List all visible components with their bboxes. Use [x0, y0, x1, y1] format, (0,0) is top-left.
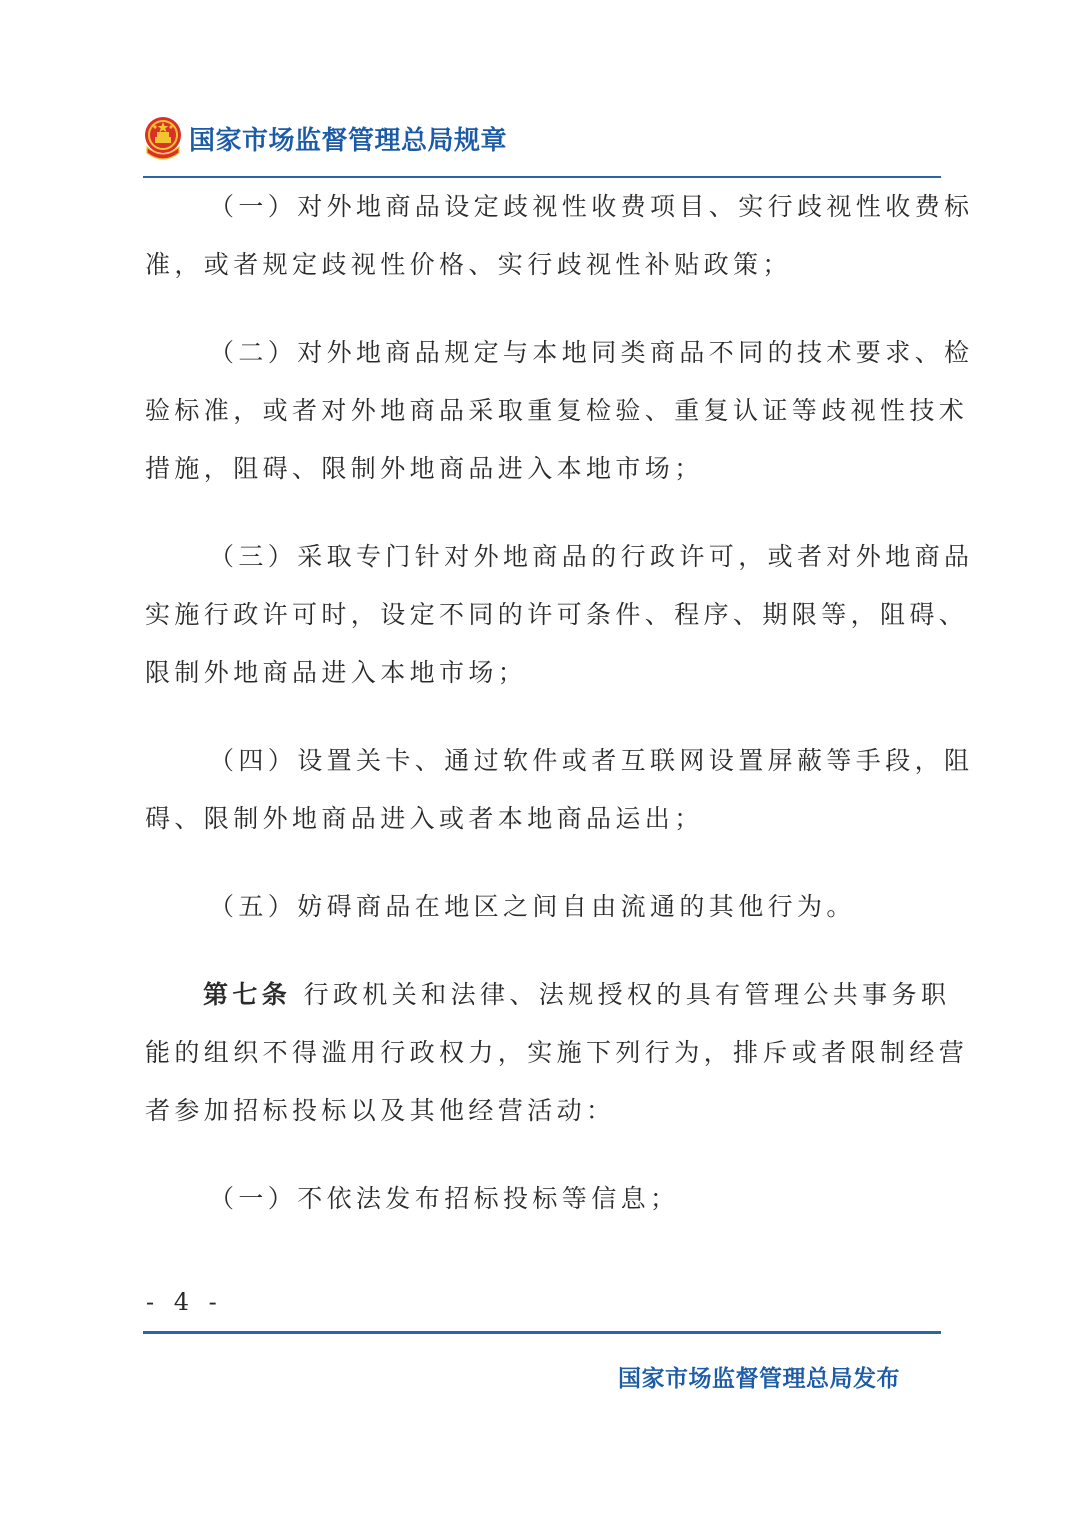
paragraph-line: （四）设置关卡、通过软件或者互联网设置屏蔽等手段，阻 — [209, 746, 974, 775]
paragraph-3 — [145, 528, 974, 702]
paragraph-line: （五）妨碍商品在地区之间自由流通的其他行为。 — [209, 892, 856, 921]
paragraph-line: 措施，阻碍、限制外地商品进入本地市场； — [145, 454, 704, 483]
page-number: - 4 - — [146, 1288, 223, 1316]
paragraph-line: （三）采取专门针对外地商品的行政许可，或者对外地商品 — [209, 542, 974, 571]
footer-rule — [143, 1331, 941, 1334]
article-text: 行政机关和法律、法规授权的具有管理公共事务职 — [303, 980, 951, 1009]
page-header — [143, 112, 507, 164]
paragraph-4 — [145, 732, 974, 848]
paragraph-line: 限制外地商品进入本地市场； — [145, 658, 528, 687]
paragraph-line: （一）不依法发布招标投标等信息； — [209, 1184, 680, 1213]
national-emblem-icon — [143, 115, 183, 161]
paragraph-5 — [145, 878, 941, 936]
paragraph-1 — [145, 178, 974, 294]
paragraph-2 — [145, 324, 974, 498]
article-7 — [145, 966, 969, 1140]
paragraph-line: （二）对外地商品规定与本地同类商品不同的技术要求、检 — [209, 338, 974, 367]
paragraph-line — [145, 966, 951, 1024]
paragraph-line: 实施行政许可时，设定不同的许可条件、程序、期限等，阻碍、 — [145, 600, 969, 629]
paragraph-line: 验标准，或者对外地商品采取重复检验、重复认证等歧视性技术 — [145, 396, 969, 425]
paragraph-line: 者参加招标投标以及其他经营活动： — [145, 1096, 616, 1125]
paragraph-line: 碍、限制外地商品进入或者本地商品运出； — [145, 804, 704, 833]
footer-publisher: 国家市场监督管理总局发布 — [618, 1366, 900, 1392]
paragraph-7 — [145, 1170, 941, 1228]
article-heading: 第七条 — [203, 980, 292, 1009]
header-title: 国家市场监督管理总局规章 — [189, 125, 508, 156]
paragraph-line: （一）对外地商品设定歧视性收费项目、实行歧视性收费标 — [209, 192, 974, 221]
paragraph-line: 准，或者规定歧视性价格、实行歧视性补贴政策； — [145, 250, 792, 279]
paragraph-line: 能的组织不得滥用行政权力，实施下列行为，排斥或者限制经营 — [145, 1038, 969, 1067]
document-body — [145, 178, 974, 1228]
